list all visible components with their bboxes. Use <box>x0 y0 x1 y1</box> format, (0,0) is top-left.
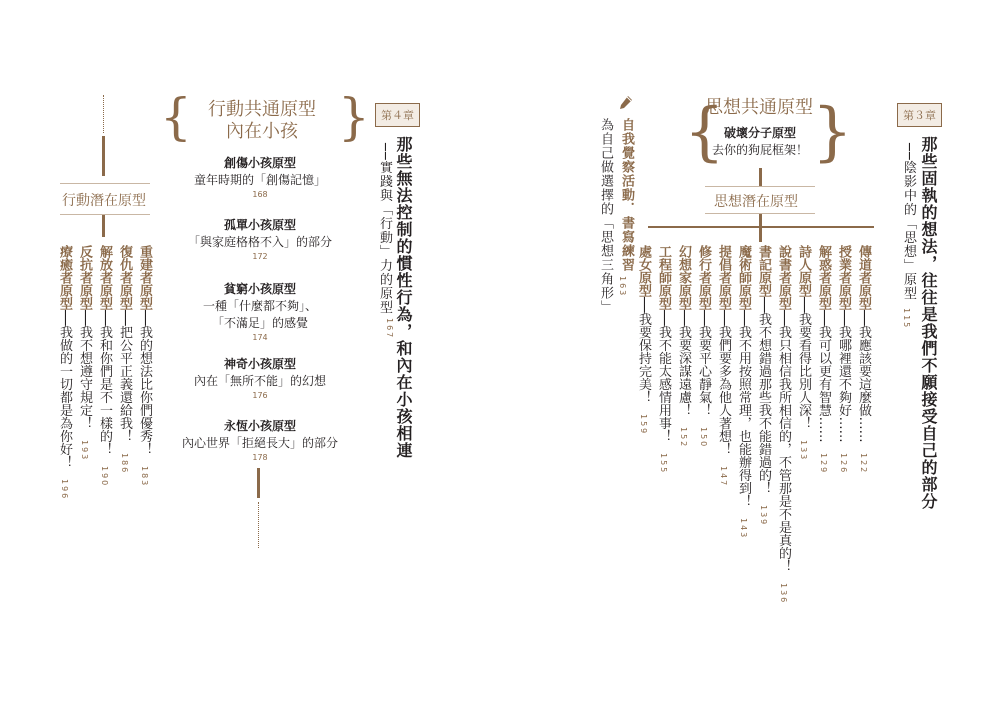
latent-teacher <box>835 245 851 474</box>
latent-poet <box>795 245 811 461</box>
entry-page: 172 <box>252 252 268 261</box>
latent-scribe <box>755 245 771 526</box>
left-brace: { <box>160 88 192 146</box>
latent-desc: ──我要深謀遠慮！ <box>676 310 691 417</box>
latent-healer <box>56 245 72 500</box>
latent-page: 152 <box>679 426 688 448</box>
entry-magic-child <box>180 356 340 402</box>
latent-branch-down <box>759 228 762 242</box>
latent-desc: ──我要平心靜氣！ <box>696 310 711 417</box>
entry-desc: 「與家庭格格不入」的部分 <box>187 235 332 249</box>
left-brace: { <box>684 95 725 169</box>
entry-name: 永恆小孩原型 <box>223 419 296 433</box>
latent-name: 書記原型 <box>756 245 771 297</box>
right-brace: } <box>812 95 853 169</box>
latent-name: 工程師原型 <box>656 245 671 310</box>
entry-name: 破壞分子原型 <box>723 126 796 140</box>
exercise-title: 自我覺察活動．書寫練習 <box>619 118 634 272</box>
entry-desc-line2: 「不滿足」的感覺 <box>211 316 308 330</box>
entry-trauma-child <box>180 155 340 201</box>
chapter-3-badge: 第３章 <box>897 103 942 127</box>
latent-desc: ──我要看得比別人深！ <box>796 297 811 430</box>
latent-desc: ──我應該要這麼做…… <box>856 310 871 443</box>
exercise-page: 163 <box>618 276 627 298</box>
latent-connector-top <box>759 168 762 186</box>
pencil-icon <box>619 95 633 113</box>
latent-name: 詩人原型 <box>796 245 811 297</box>
entry-page: 174 <box>252 333 268 342</box>
latent-desc: ──我們要多為他人著想！ <box>716 310 731 456</box>
latent-top-rule <box>705 186 815 187</box>
center-rule <box>257 468 260 498</box>
chapter-4-page: 167 <box>385 318 394 340</box>
behavior-latent-heading: 行動潛在原型 <box>62 193 146 209</box>
latent-advocate <box>715 245 731 487</box>
latent-connector <box>102 215 105 237</box>
center-dotted-line <box>258 502 259 548</box>
latent-desc: ──我可以更有智慧…… <box>816 310 831 443</box>
chapter-3-page: 115 <box>902 308 911 330</box>
latent-top-rule <box>60 183 150 184</box>
latent-storyteller <box>775 245 791 604</box>
latent-rebel <box>76 245 92 461</box>
latent-virgin <box>635 245 651 435</box>
chapter-3-title: 那些固執的想法，往往是我們不願接受自己的部分 <box>919 136 938 510</box>
behavior-common-archetype-title <box>192 99 332 143</box>
thought-latent-heading: 思想潛在原型 <box>714 194 798 210</box>
latent-name: 復仇者原型 <box>117 245 132 310</box>
latent-page: 196 <box>60 478 69 500</box>
entry-desc: 內在「無所不能」的幻想 <box>193 374 326 388</box>
latent-visionary <box>675 245 691 448</box>
chapter-4-badge: 第４章 <box>375 103 420 127</box>
latent-page: 122 <box>859 452 868 474</box>
latent-avenger <box>116 245 132 474</box>
right-brace: } <box>338 88 370 146</box>
latent-page: 150 <box>699 426 708 448</box>
latent-page: 193 <box>80 439 89 461</box>
latent-desc: ──我不想錯過那些我不能錯過的！ <box>756 297 771 495</box>
latent-page: 183 <box>140 465 149 487</box>
entry-eternal-child <box>170 418 350 464</box>
latent-name: 傳道者原型 <box>856 245 871 310</box>
latent-preacher <box>855 245 871 474</box>
archetype-title-line2: 內在小孩 <box>226 121 298 142</box>
latent-name: 解放者原型 <box>97 245 112 310</box>
latent-desc: ──我要保持完美！ <box>636 297 651 404</box>
latent-name: 授業者原型 <box>836 245 851 310</box>
latent-desc: ──我的想法比你們優秀！ <box>137 310 152 456</box>
saboteur-archetype <box>700 125 820 159</box>
thought-common-archetype-title: 思想共通原型 <box>705 97 813 118</box>
latent-page: 139 <box>759 504 768 526</box>
entry-desc: 去你的狗屁框架！ <box>711 143 808 157</box>
latent-connector-bottom <box>759 214 762 226</box>
latent-liberator <box>96 245 112 487</box>
entry-name: 貧窮小孩原型 <box>223 282 296 296</box>
chapter-3-subtitle: ──陰影中的「思想」原型 <box>901 143 916 301</box>
latent-desc: ──我不想遵守規定！ <box>77 310 92 430</box>
latent-name: 提倡者原型 <box>716 245 731 310</box>
latent-page: 159 <box>639 413 648 435</box>
latent-name: 解惑者原型 <box>816 245 831 310</box>
entry-desc: 一種「什麼都不夠」、 <box>202 299 317 313</box>
latent-magician <box>735 245 751 539</box>
latent-desc: ──我哪裡還不夠好…… <box>836 310 851 443</box>
archetype-title-line1: 行動共通原型 <box>208 99 316 120</box>
latent-reconstructor <box>136 245 152 487</box>
entry-poor-child <box>180 281 340 344</box>
entry-name: 創傷小孩原型 <box>223 156 296 170</box>
latent-desc: ──我不能太感情用事！ <box>656 310 671 443</box>
latent-page: 155 <box>659 452 668 474</box>
latent-desc: ──我只相信我所相信的，不管那是不是真的！ <box>776 310 791 573</box>
entry-page: 168 <box>252 190 268 199</box>
latent-name: 反抗者原型 <box>77 245 92 310</box>
chapter-4-subtitle: ──實踐與「行動」力的原型 <box>377 143 392 315</box>
latent-page: 133 <box>799 439 808 461</box>
latent-desc: ──我不用按照常理，也能辦得到！ <box>736 310 751 508</box>
latent-mentor <box>815 245 831 474</box>
entry-desc: 童年時期的「創傷記憶」 <box>193 173 326 187</box>
latent-name: 修行者原型 <box>696 245 711 310</box>
latent-vertical-rule <box>102 136 105 176</box>
entry-lonely-child <box>175 217 345 263</box>
latent-page: 190 <box>100 465 109 487</box>
latent-bottom-rule <box>60 214 150 215</box>
latent-name: 魔術師原型 <box>736 245 751 310</box>
exercise-subtitle: 為自己做選擇的「思想三角形」 <box>598 118 613 314</box>
latent-page: 129 <box>819 452 828 474</box>
latent-ascetic <box>695 245 711 448</box>
entry-name: 孤單小孩原型 <box>223 218 296 232</box>
latent-name: 幻想家原型 <box>676 245 691 310</box>
latent-name: 處女原型 <box>636 245 651 297</box>
chapter-4-title: 那些無法控制的慣性行為，和內在小孩相連 <box>394 136 413 459</box>
entry-desc: 內心世界「拒絕長大」的部分 <box>181 436 338 450</box>
latent-page: 126 <box>839 452 848 474</box>
latent-dotted-line <box>103 95 104 133</box>
latent-desc: ──我和你們是不一樣的！ <box>97 310 112 456</box>
entry-page: 176 <box>252 391 268 400</box>
latent-name: 療癒者原型 <box>57 245 72 310</box>
latent-page: 147 <box>719 465 728 487</box>
latent-page: 186 <box>120 452 129 474</box>
latent-page: 136 <box>779 582 788 604</box>
latent-desc: ──我做的一切都是為你好！ <box>57 310 72 469</box>
entry-name: 神奇小孩原型 <box>223 357 296 371</box>
latent-name: 說書者原型 <box>776 245 791 310</box>
entry-page: 178 <box>252 453 268 462</box>
latent-page: 143 <box>739 517 748 539</box>
latent-desc: ──把公平正義還給我！ <box>117 310 132 443</box>
latent-engineer <box>655 245 671 474</box>
latent-name: 重建者原型 <box>137 245 152 310</box>
